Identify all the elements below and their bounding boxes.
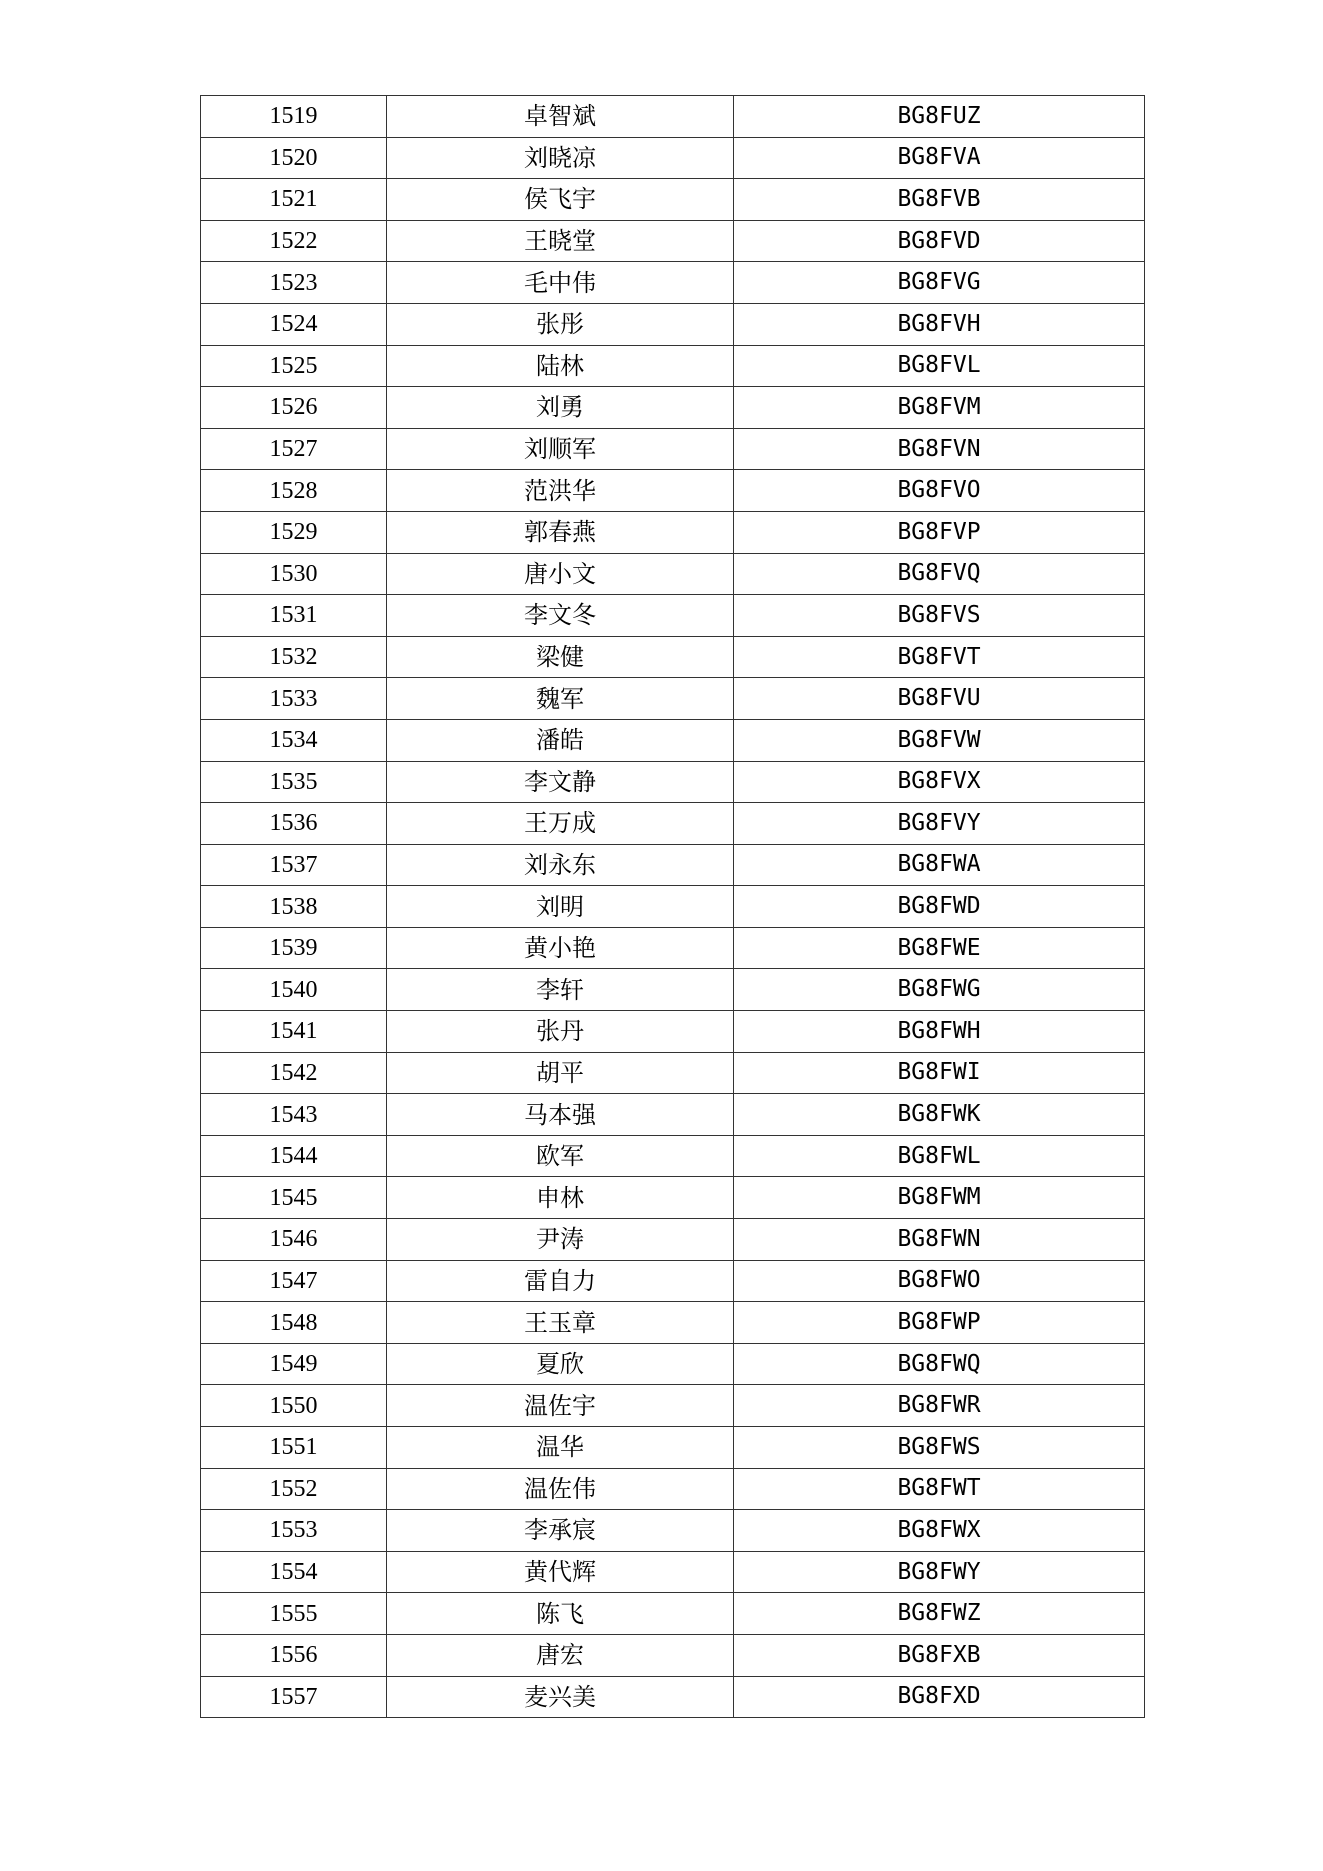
row-number-cell: 1557 — [201, 1676, 387, 1718]
person-name-cell: 欧军 — [387, 1135, 734, 1177]
table-row — [201, 553, 1145, 595]
person-name-cell: 王万成 — [387, 803, 734, 845]
person-name-cell: 魏军 — [387, 678, 734, 720]
callsign-cell: BG8FVT — [734, 636, 1145, 678]
person-name-cell: 温华 — [387, 1427, 734, 1469]
person-name-cell: 雷自力 — [387, 1260, 734, 1302]
row-number-cell: 1530 — [201, 553, 387, 595]
row-number-cell: 1520 — [201, 137, 387, 179]
table-row — [201, 470, 1145, 512]
row-number-cell: 1534 — [201, 719, 387, 761]
person-name-cell: 陈飞 — [387, 1593, 734, 1635]
table-row — [201, 803, 1145, 845]
table-row — [201, 262, 1145, 304]
callsign-cell: BG8FWD — [734, 886, 1145, 928]
table-row — [201, 1385, 1145, 1427]
row-number-cell: 1549 — [201, 1343, 387, 1385]
person-name-cell: 侯飞宇 — [387, 179, 734, 221]
callsign-cell: BG8FVU — [734, 678, 1145, 720]
row-number-cell: 1556 — [201, 1634, 387, 1676]
callsign-cell: BG8FXD — [734, 1676, 1145, 1718]
callsign-cell: BG8FWN — [734, 1219, 1145, 1261]
callsign-cell: BG8FVM — [734, 387, 1145, 429]
person-name-cell: 刘永东 — [387, 844, 734, 886]
row-number-cell: 1539 — [201, 927, 387, 969]
callsign-cell: BG8FVH — [734, 303, 1145, 345]
person-name-cell: 范洪华 — [387, 470, 734, 512]
person-name-cell: 毛中伟 — [387, 262, 734, 304]
row-number-cell: 1551 — [201, 1427, 387, 1469]
callsign-cell: BG8FVW — [734, 719, 1145, 761]
person-name-cell: 马本强 — [387, 1094, 734, 1136]
table-row — [201, 1551, 1145, 1593]
row-number-cell: 1538 — [201, 886, 387, 928]
row-number-cell: 1545 — [201, 1177, 387, 1219]
person-name-cell: 夏欣 — [387, 1343, 734, 1385]
row-number-cell: 1542 — [201, 1052, 387, 1094]
person-name-cell: 温佐伟 — [387, 1468, 734, 1510]
row-number-cell: 1519 — [201, 96, 387, 138]
person-name-cell: 麦兴美 — [387, 1676, 734, 1718]
row-number-cell: 1528 — [201, 470, 387, 512]
table-row — [201, 428, 1145, 470]
table-row — [201, 387, 1145, 429]
table-row — [201, 220, 1145, 262]
row-number-cell: 1526 — [201, 387, 387, 429]
callsign-cell: BG8FWG — [734, 969, 1145, 1011]
callsign-cell: BG8FVP — [734, 511, 1145, 553]
table-row — [201, 678, 1145, 720]
row-number-cell: 1532 — [201, 636, 387, 678]
person-name-cell: 潘皓 — [387, 719, 734, 761]
person-name-cell: 刘晓凉 — [387, 137, 734, 179]
table-row — [201, 137, 1145, 179]
callsign-cell: BG8FWA — [734, 844, 1145, 886]
callsign-cell: BG8FVO — [734, 470, 1145, 512]
table-row — [201, 1135, 1145, 1177]
table-row — [201, 1177, 1145, 1219]
document-page — [200, 95, 1144, 1718]
row-number-cell: 1529 — [201, 511, 387, 553]
person-name-cell: 李文冬 — [387, 595, 734, 637]
callsign-cell: BG8FWZ — [734, 1593, 1145, 1635]
row-number-cell: 1533 — [201, 678, 387, 720]
table-body — [201, 96, 1145, 1718]
callsign-cell: BG8FVX — [734, 761, 1145, 803]
person-name-cell: 黄小艳 — [387, 927, 734, 969]
person-name-cell: 郭春燕 — [387, 511, 734, 553]
table-row — [201, 511, 1145, 553]
table-row — [201, 1052, 1145, 1094]
callsign-cell: BG8FWR — [734, 1385, 1145, 1427]
row-number-cell: 1531 — [201, 595, 387, 637]
table-row — [201, 1343, 1145, 1385]
row-number-cell: 1548 — [201, 1302, 387, 1344]
person-name-cell: 王晓堂 — [387, 220, 734, 262]
callsign-cell: BG8FWT — [734, 1468, 1145, 1510]
table-row — [201, 1510, 1145, 1552]
table-row — [201, 969, 1145, 1011]
callsign-cell: BG8FXB — [734, 1634, 1145, 1676]
callsign-cell: BG8FUZ — [734, 96, 1145, 138]
row-number-cell: 1540 — [201, 969, 387, 1011]
table-row — [201, 1676, 1145, 1718]
callsign-cell: BG8FVL — [734, 345, 1145, 387]
person-name-cell: 张彤 — [387, 303, 734, 345]
callsign-cell: BG8FVD — [734, 220, 1145, 262]
table-row — [201, 96, 1145, 138]
table-row — [201, 636, 1145, 678]
person-name-cell: 王玉章 — [387, 1302, 734, 1344]
callsign-cell: BG8FWQ — [734, 1343, 1145, 1385]
person-name-cell: 张丹 — [387, 1011, 734, 1053]
callsign-cell: BG8FWE — [734, 927, 1145, 969]
table-row — [201, 1011, 1145, 1053]
callsign-cell: BG8FVN — [734, 428, 1145, 470]
person-name-cell: 唐宏 — [387, 1634, 734, 1676]
row-number-cell: 1536 — [201, 803, 387, 845]
callsign-cell: BG8FWP — [734, 1302, 1145, 1344]
table-row — [201, 1260, 1145, 1302]
table-row — [201, 345, 1145, 387]
row-number-cell: 1554 — [201, 1551, 387, 1593]
table-row — [201, 927, 1145, 969]
row-number-cell: 1524 — [201, 303, 387, 345]
callsign-cell: BG8FWO — [734, 1260, 1145, 1302]
row-number-cell: 1525 — [201, 345, 387, 387]
table-row — [201, 761, 1145, 803]
person-name-cell: 卓智斌 — [387, 96, 734, 138]
row-number-cell: 1523 — [201, 262, 387, 304]
table-row — [201, 595, 1145, 637]
person-name-cell: 唐小文 — [387, 553, 734, 595]
callsign-table — [200, 95, 1145, 1718]
callsign-cell: BG8FWS — [734, 1427, 1145, 1469]
callsign-cell: BG8FVQ — [734, 553, 1145, 595]
table-row — [201, 1468, 1145, 1510]
callsign-cell: BG8FVG — [734, 262, 1145, 304]
callsign-cell: BG8FWY — [734, 1551, 1145, 1593]
table-row — [201, 1219, 1145, 1261]
row-number-cell: 1537 — [201, 844, 387, 886]
table-row — [201, 1302, 1145, 1344]
person-name-cell: 陆林 — [387, 345, 734, 387]
callsign-cell: BG8FWM — [734, 1177, 1145, 1219]
table-row — [201, 179, 1145, 221]
table-row — [201, 886, 1145, 928]
callsign-cell: BG8FVA — [734, 137, 1145, 179]
person-name-cell: 胡平 — [387, 1052, 734, 1094]
row-number-cell: 1527 — [201, 428, 387, 470]
person-name-cell: 刘顺军 — [387, 428, 734, 470]
callsign-cell: BG8FWH — [734, 1011, 1145, 1053]
callsign-cell: BG8FVY — [734, 803, 1145, 845]
row-number-cell: 1544 — [201, 1135, 387, 1177]
person-name-cell: 温佐宇 — [387, 1385, 734, 1427]
person-name-cell: 申林 — [387, 1177, 734, 1219]
table-row — [201, 303, 1145, 345]
callsign-cell: BG8FVS — [734, 595, 1145, 637]
table-row — [201, 844, 1145, 886]
row-number-cell: 1541 — [201, 1011, 387, 1053]
callsign-cell: BG8FWK — [734, 1094, 1145, 1136]
row-number-cell: 1521 — [201, 179, 387, 221]
person-name-cell: 梁健 — [387, 636, 734, 678]
person-name-cell: 李承宸 — [387, 1510, 734, 1552]
row-number-cell: 1543 — [201, 1094, 387, 1136]
callsign-cell: BG8FWI — [734, 1052, 1145, 1094]
table-row — [201, 1094, 1145, 1136]
row-number-cell: 1550 — [201, 1385, 387, 1427]
row-number-cell: 1555 — [201, 1593, 387, 1635]
person-name-cell: 李轩 — [387, 969, 734, 1011]
person-name-cell: 刘明 — [387, 886, 734, 928]
person-name-cell: 刘勇 — [387, 387, 734, 429]
row-number-cell: 1552 — [201, 1468, 387, 1510]
row-number-cell: 1547 — [201, 1260, 387, 1302]
table-row — [201, 1634, 1145, 1676]
callsign-cell: BG8FWL — [734, 1135, 1145, 1177]
table-row — [201, 1593, 1145, 1635]
table-row — [201, 719, 1145, 761]
person-name-cell: 尹涛 — [387, 1219, 734, 1261]
callsign-cell: BG8FVB — [734, 179, 1145, 221]
row-number-cell: 1546 — [201, 1219, 387, 1261]
row-number-cell: 1553 — [201, 1510, 387, 1552]
person-name-cell: 黄代辉 — [387, 1551, 734, 1593]
row-number-cell: 1535 — [201, 761, 387, 803]
person-name-cell: 李文静 — [387, 761, 734, 803]
table-row — [201, 1427, 1145, 1469]
callsign-cell: BG8FWX — [734, 1510, 1145, 1552]
row-number-cell: 1522 — [201, 220, 387, 262]
